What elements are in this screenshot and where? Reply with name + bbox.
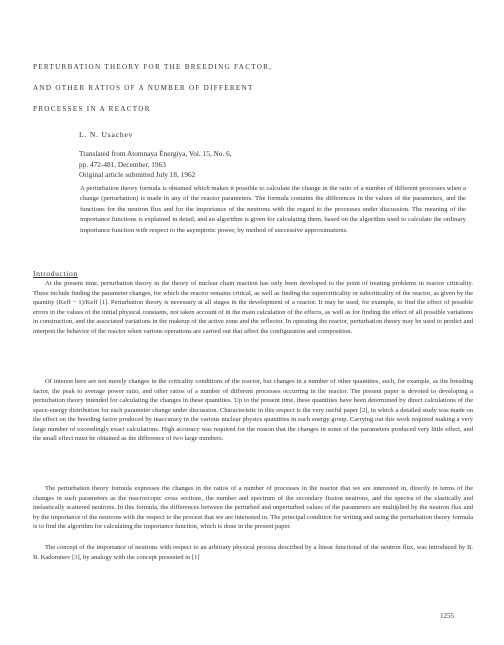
paragraph [33, 377, 473, 444]
title-line-1: PERTURBATION THEORY FOR THE BREEDING FACTOR, [33, 63, 273, 71]
paragraph-text: Of interest here are not merely changes in the criticality conditions of the reactor, but changes in a number of other quantities, such, for example, as the breeding factor, the peak to average power ratio, and other ratios of a number of different processes occurring in the reactor. The present paper is devoted to developing a perturbation theory intended for calculating the changes in these quantities. Up to the present time, these quantities have been determined by direct calculations of the space-energy distribution for each parameter change under discussion. Characteristic in this respect is the very useful paper [2], in which a detailed study was made on the effect on the breeding factor produced by inaccuracy in the various nuclear physics quantities in each energy group. Carrying out this work required making a very large number of exceedingly exact calculations. High accuracy was required for the reason that the changes in some of the parameters produced very little effect, and the small effect must be obtained as the difference of two large numbers. [33, 378, 473, 443]
author-name: L. N. Usachev [79, 130, 134, 139]
page-number: 1255 [440, 612, 454, 620]
paragraph-text: The concept of the importance of neutrons with respect to an arbitrary physical process described by a linear functional of the neutron flux, was introduced by B. B. Kadomtsev [3], by analogy with the concept presented in [1] [33, 544, 473, 561]
title-line-3: PROCESSES IN A REACTOR [33, 105, 151, 113]
paragraph-text: At the present time, perturbation theory in the theory of nuclear chain reaction has only been developed to the point of treating problems in reactor criticality. These include finding the parameter changes, for which the reactor remains critical, as well as finding the supercriticality or subcriticality of the reactor, as given by the quantity (Keff − 1)/Keff [1]. Perturbation theory is necessary at all stages in the development of a reactor. It may be used, for example, to find the effect of possible errors in the values of the initial physical constants, not taken account of in the main calculation of the effects, as well as for finding the effect of all possible variations in construction, and the associated variations in the makeup of the active zone and the reflector. In operating the reactor, perturbation theory may be used to predict and interpret the behavior of the reactor when various operations are carried out that affect the configuration and composition. [33, 280, 473, 335]
section-heading: Introduction [33, 269, 78, 278]
article-title [33, 57, 433, 120]
submission-date: Original article submitted July 18, 1962 [79, 170, 196, 180]
paragraph-text: The perturbation theory formula expresses the changes in the ratios of a number of processes in the reactor that we are interested in, directly in terms of the changes in such parameters as the macroscopic cross sections, the number and spectrum of the secondary fission neutrons, and the spectra of the elastically and inelastically scattered neutrons. In this formula, the differences between the perturbed and unperturbed values of the parameters are multiplied by the neutron flux and by the importance of the neutrons with the respect to the process that we are interested in. The principal condition for writing and using the perturbation theory formula is to find the algorithm for calculating the importance function, which is done in the present paper. [33, 485, 473, 531]
title-line-2: AND OTHER RATIOS OF A NUMBER OF DIFFERENT [33, 84, 254, 92]
paragraph [33, 484, 473, 532]
paragraph [33, 279, 473, 336]
translation-note: Translated from Atomnaya Énergiya, Vol. 15, No. 6, [79, 149, 232, 158]
paragraph [33, 543, 473, 562]
abstract: A perturbation theory formula is obtained which makes it possible to calculate the change in the ratio of a number of different processes when a change (perturbation) is made in any of the reactor parameters. The formula contains the differences in the values of the parameters, and the functions for the neutron flux and for the importance of the neutrons with the regard to the processes under discussion. The meaning of the importance functions is explained in detail, and an algorithm is given for calculating them, based on the algorithm used to calculate the ordinary importance function with respect to the asymptotic power, by method of successive approximations. [80, 185, 466, 234]
publication-meta [79, 149, 232, 181]
page-range: pp. 472-481, December, 1963 [79, 159, 166, 169]
